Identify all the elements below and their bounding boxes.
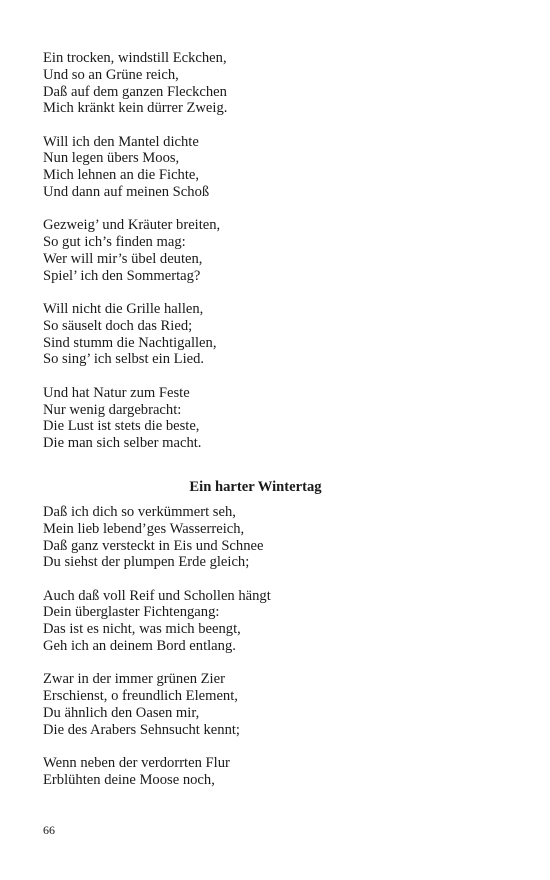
verse-line: Spiel’ ich den Sommertag? <box>43 267 201 284</box>
verse-line: Gezweig’ und Kräuter breiten, <box>43 217 221 234</box>
verse-line: Daß auf dem ganzen Fleckchen <box>43 83 227 100</box>
verse-line: Du siehst der plumpen Erde gleich; <box>43 554 250 571</box>
verse-line: Die Lust ist stets die beste, <box>43 418 200 435</box>
stanza <box>43 217 503 284</box>
verse-line: Wer will mir’s übel deuten, <box>43 250 203 267</box>
verse-line: So gut ich’s finden mag: <box>43 234 186 251</box>
verse-line: Zwar in der immer grünen Zier <box>43 671 225 688</box>
verse-line: Sind stumm die Nachtigallen, <box>43 334 217 351</box>
stanza <box>43 134 503 201</box>
verse-line: Ein trocken, windstill Eckchen, <box>43 50 227 66</box>
verse-line: Und dann auf meinen Schoß <box>43 184 210 201</box>
verse-line: Daß ich dich so verkümmert seh, <box>43 504 236 520</box>
verse-line: So säuselt doch das Ried; <box>43 317 193 334</box>
stanza <box>43 588 503 655</box>
verse-line: Mein lieb lebend’ges Wasserreich, <box>43 520 245 537</box>
verse-line: Will nicht die Grille hallen, <box>43 301 204 318</box>
verse-line: Nun legen übers Moos, <box>43 150 180 167</box>
verse-line: Dein überglaster Fichtengang: <box>43 604 220 621</box>
stanza <box>43 385 503 452</box>
page-number: 66 <box>43 823 55 837</box>
poem-continuation <box>43 50 503 468</box>
verse-line: Erblühten deine Moose noch, <box>43 771 215 788</box>
verse-line: Mich lehnen an die Fichte, <box>43 167 200 184</box>
stanza <box>43 671 503 738</box>
stanza <box>43 755 503 789</box>
stanza <box>43 504 503 571</box>
verse-line: Die man sich selber macht. <box>43 435 202 452</box>
verse-line: So sing’ ich selbst ein Lied. <box>43 351 205 368</box>
poem-title: Ein harter Wintertag <box>189 479 322 495</box>
verse-line: Will ich den Mantel dichte <box>43 133 199 150</box>
verse-line: Geh ich an deinem Bord entlang. <box>43 638 236 655</box>
stanza <box>43 301 503 368</box>
verse-line: Du ähnlich den Oasen mir, <box>43 704 200 721</box>
verse-line: Daß ganz versteckt in Eis und Schnee <box>43 537 264 554</box>
verse-line: Und so an Grüne reich, <box>43 66 179 83</box>
verse-line: Das ist es nicht, was mich beengt, <box>43 621 241 638</box>
verse-line: Erschienst, o freundlich Element, <box>43 688 238 705</box>
poem-body <box>43 504 503 805</box>
verse-line: Die des Arabers Sehnsucht kennt; <box>43 721 240 738</box>
verse-line: Wenn neben der verdorrten Flur <box>43 755 230 772</box>
verse-line: Nur wenig dargebracht: <box>43 401 182 418</box>
stanza <box>43 50 503 117</box>
verse-line: Mich kränkt kein dürrer Zweig. <box>43 100 228 117</box>
verse-line: Auch daß voll Reif und Schollen hängt <box>43 587 271 604</box>
verse-line: Und hat Natur zum Feste <box>43 384 190 401</box>
